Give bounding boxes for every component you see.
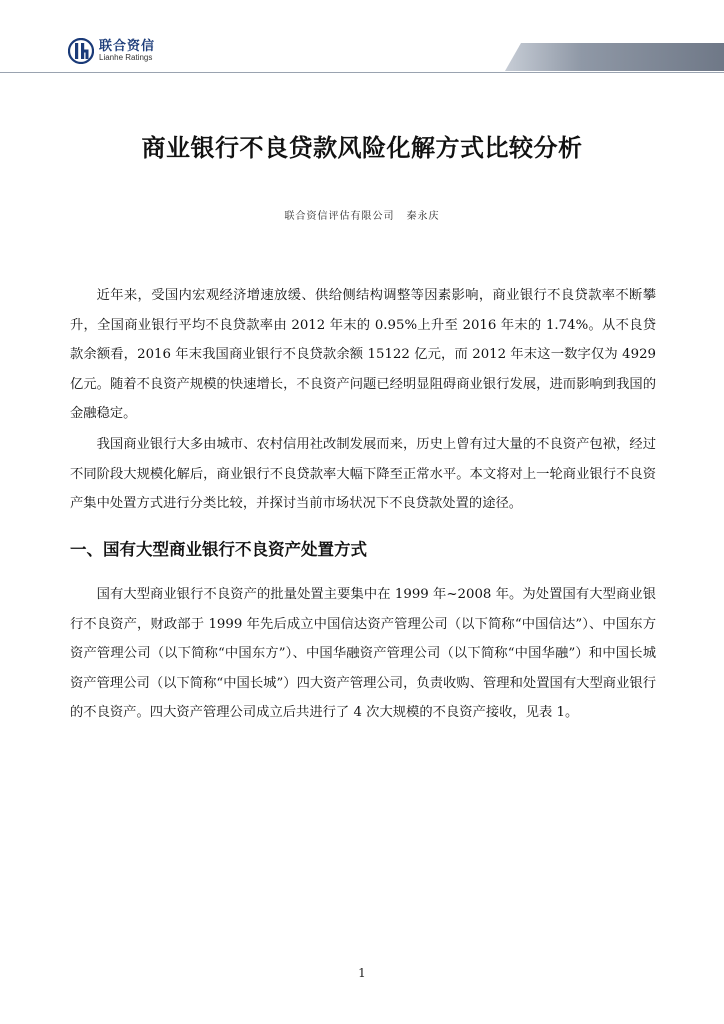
paragraph-section-1: 国有大型商业银行不良资产的批量处置主要集中在 1999 年~2008 年。为处置国有大型商业银行不良资产，财政部于 1999 年先后成立中国信达资产管理公司（以下简称“中国信达”）、中国东方资产管理公司（以下简称“中国东方”）、中国华融资产管理公司（以下简称“中国华融”）和中国长城资产管理公司（以下简称“中国长城”）四大资产管理公司，负责收购、管理和处置国有大型商业银行的不良资产。四大资产管理公司成立后共进行了 4 次大规模的不良资产接收，见表 1。 <box>70 587 656 720</box>
page-number: 1 <box>358 966 366 980</box>
header-divider <box>0 72 724 73</box>
page-header <box>0 0 724 80</box>
logo-chinese-name: 联合资信 <box>99 39 156 54</box>
section-heading: 一、国有大型商业银行不良资产处置方式 <box>70 540 367 559</box>
document-title: 商业银行不良贷款风险化解方式比较分析 <box>141 134 583 162</box>
logo-english-name: Lianhe Ratings <box>99 53 153 62</box>
author-name: 秦永庆 <box>406 211 440 222</box>
logo-text <box>99 40 155 62</box>
website-link[interactable]: www.lhratings.com <box>553 6 662 21</box>
paragraph-background: 我国商业银行大多由城市、农村信用社改制发展而来，历史上曾有过大量的不良资产包袱，经过不同阶段大规模化解后，商业银行不良贷款率大幅下降至正常水平。本文将对上一轮商业银行不良资产集中处置方式进行分类比较，并探讨当前市场状况下不良贷款处置的途径。 <box>70 437 656 511</box>
company-logo[interactable] <box>68 38 155 64</box>
website-banner <box>505 43 724 71</box>
author-organization: 联合资信评估有限公司 <box>284 211 395 222</box>
lianhe-logo-icon <box>68 38 94 64</box>
paragraph-intro: 近年来，受国内宏观经济增速放缓、供给侧结构调整等因素影响，商业银行不良贷款率不断攀升，全国商业银行平均不良贷款率由 2012 年末的 0.95%上升至 2016 年末的 1.74%。从不良贷款余额看，2016 年末我国商业银行不良贷款余额 15122 亿元，而 2012 年末这一数字仅为 4929 亿元。随着不良资产规模的快速增长，不良资产问题已经明显阻碍商业银行发展，进而影响到我国的金融稳定。 <box>70 288 656 421</box>
byline <box>0 207 724 222</box>
